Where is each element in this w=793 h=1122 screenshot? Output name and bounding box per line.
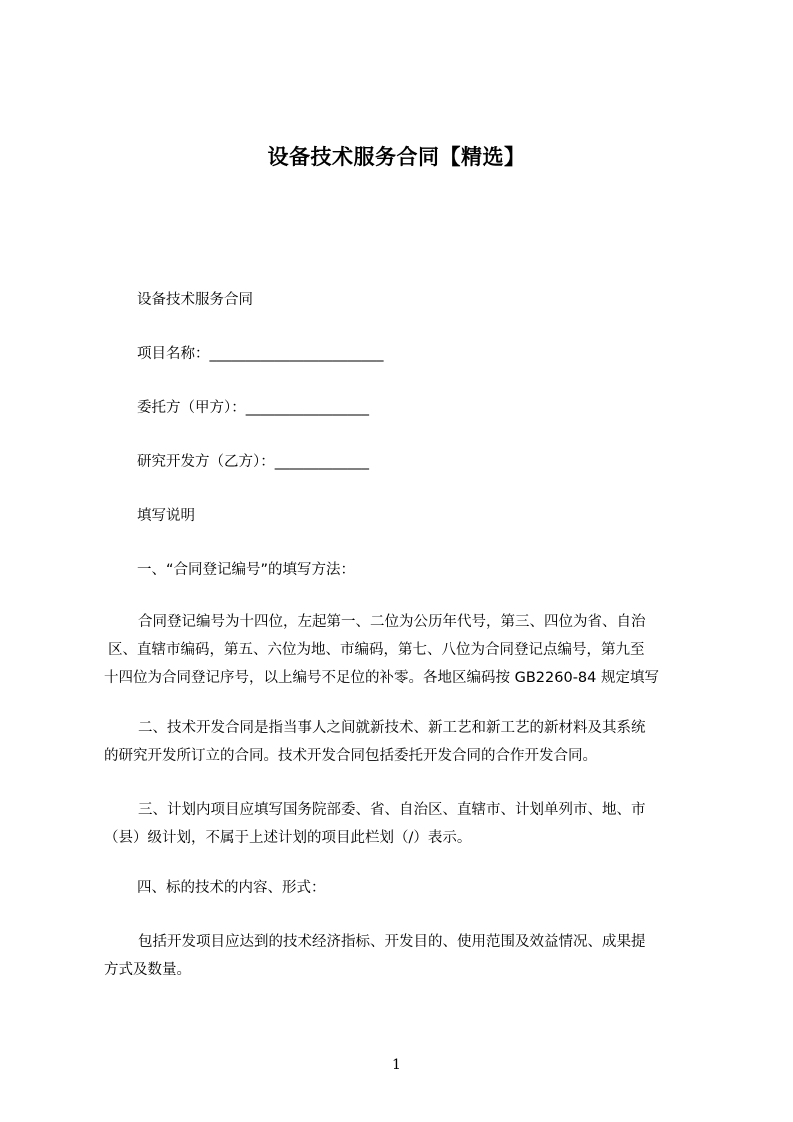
- section-1-heading: 一、“合同登记编号”的填写方法：: [137, 562, 356, 578]
- section-4-heading: 四、标的技术的内容、形式：: [137, 880, 326, 896]
- section-2-row: 二、技术开发合同是指当事人之间就新技术、新工艺和新工艺的新材料及其系统: [138, 720, 646, 736]
- field-developer-label: 研究开发方（乙方）：: [137, 454, 275, 470]
- section-2-body: [104, 714, 700, 770]
- instructions-heading: 填写说明: [137, 508, 195, 524]
- section-4-row: 包括开发项目应达到的技术经济指标、开发目的、使用范围及效益情况、成果提: [138, 934, 646, 950]
- section-1-row: 区、直辖市编码，第五、六位为地、市编码，第七、八位为合同登记点编号，第九至: [108, 642, 645, 658]
- section-2-row: 的研究开发所订立的合同。技术开发合同包括委托开发合同的合作开发合同。: [104, 748, 597, 764]
- section-4-body: [104, 928, 700, 984]
- section-3-row: （县）级计划，不属于上述计划的项目此栏划（/）表示。: [104, 830, 472, 846]
- field-developer-blank: _____________: [274, 454, 369, 470]
- field-project-name: [137, 344, 384, 364]
- field-client: [137, 398, 369, 418]
- field-project-name-blank: ________________________: [209, 346, 384, 362]
- page-number: 1: [392, 1057, 401, 1073]
- field-client-label: 委托方（甲方）：: [137, 400, 246, 416]
- section-1-body: [104, 608, 700, 692]
- field-project-name-label: 项目名称：: [137, 346, 210, 362]
- document-title: 设备技术服务合同【精选】: [267, 145, 526, 169]
- contract-subtitle: 设备技术服务合同: [137, 292, 253, 308]
- section-1-row: 合同登记编号为十四位，左起第一、二位为公历年代号，第三、四位为省、自治: [138, 614, 646, 630]
- section-3-row: 三、计划内项目应填写国务院部委、省、自治区、直辖市、计划单列市、地、市: [138, 802, 646, 818]
- section-3-body: [104, 796, 700, 852]
- field-developer: [137, 452, 369, 472]
- section-4-row: 方式及数量。: [104, 962, 191, 978]
- section-1-row: 十四位为合同登记序号，以上编号不足位的补零。各地区编码按 GB2260-84 规定填写: [104, 670, 659, 686]
- field-client-blank: _________________: [245, 400, 369, 416]
